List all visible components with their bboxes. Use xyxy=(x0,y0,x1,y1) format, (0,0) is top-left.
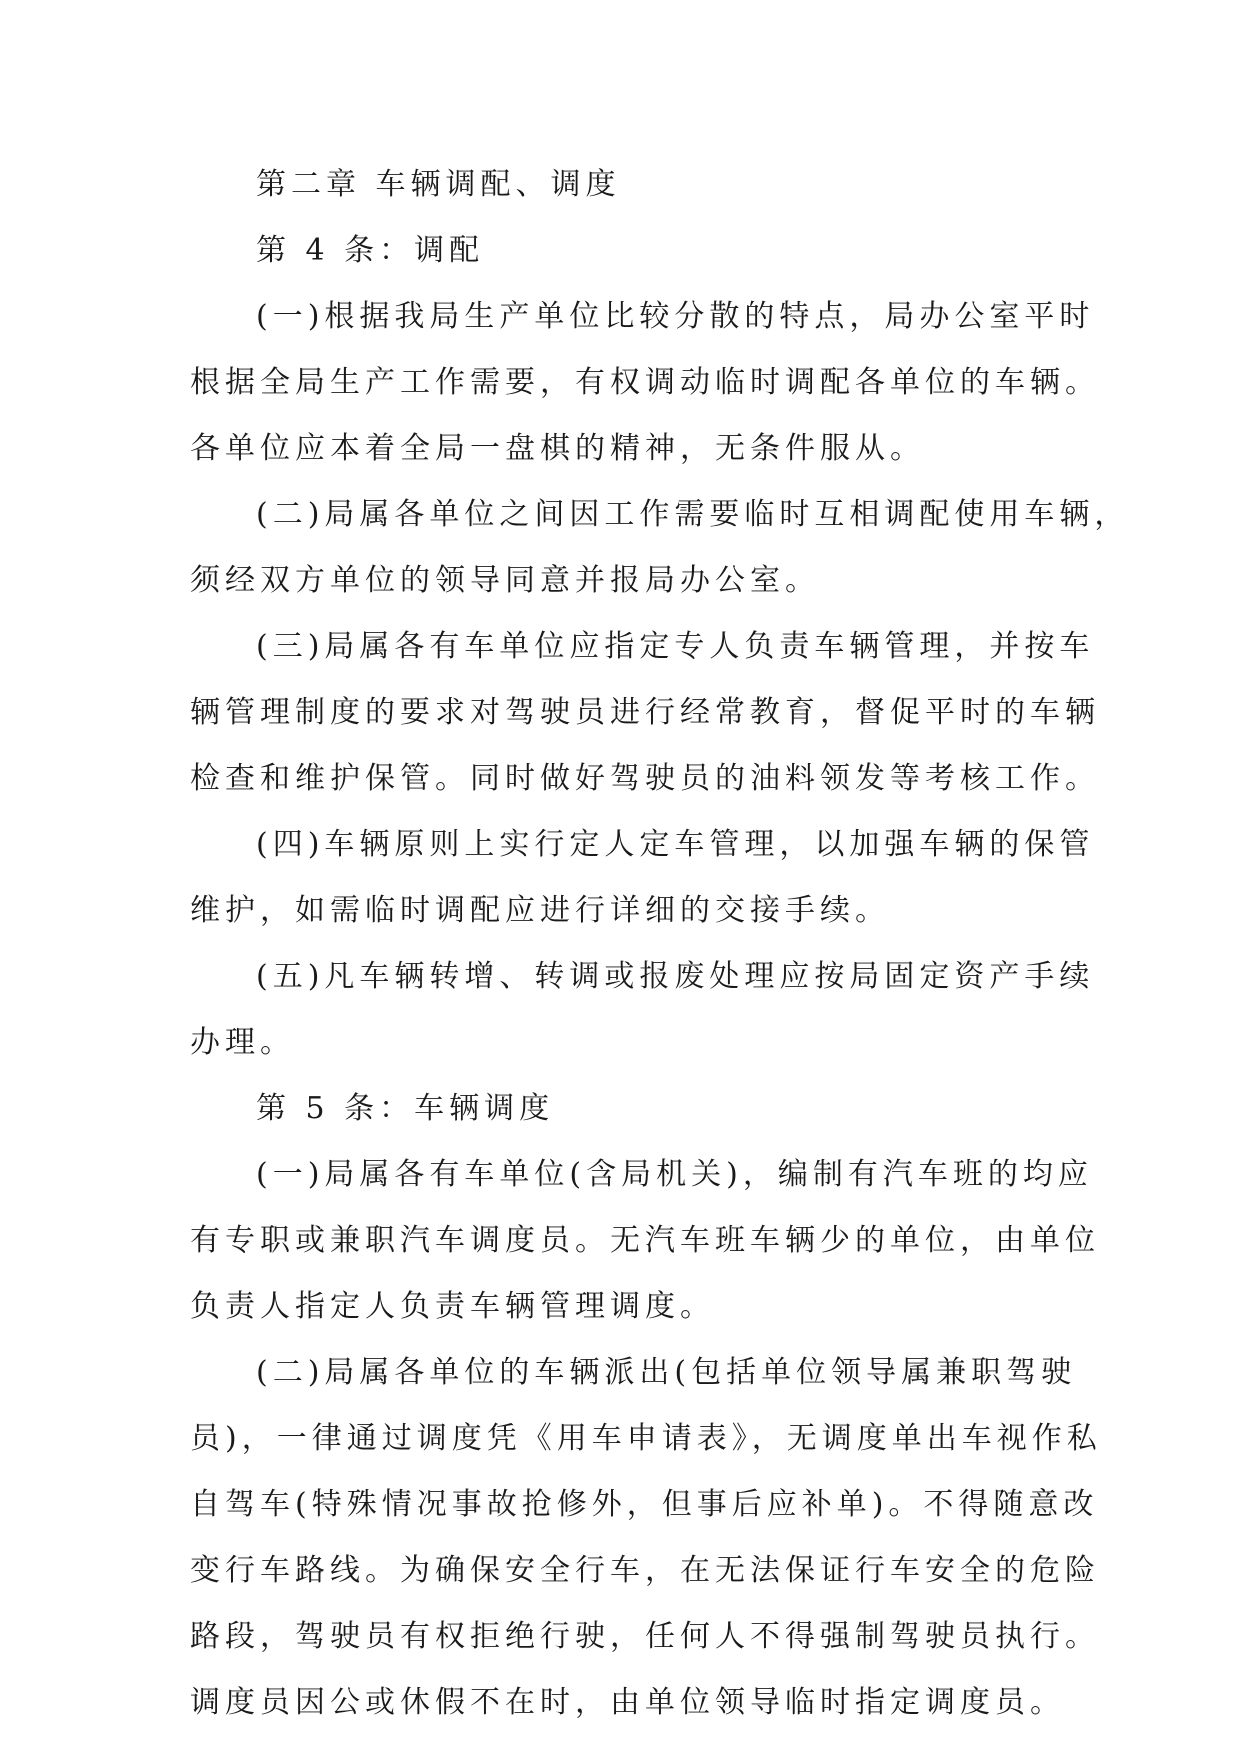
paragraph-line: (五)凡车辆转增、转调或报废处理应按局固定资产手续 xyxy=(256,959,1095,994)
paragraph-line: 维护，如需临时调配应进行详细的交接手续。 xyxy=(190,893,890,928)
paragraph-line: (四)车辆原则上实行定人定车管理，以加强车辆的保管 xyxy=(256,827,1095,862)
article-4-item-2 xyxy=(190,482,1130,614)
paragraph-line: (一)局属各有车单位(含局机关)，编制有汽车班的均应 xyxy=(256,1157,1093,1192)
article-4-item-4 xyxy=(190,812,1095,944)
article-5-item-1 xyxy=(190,1142,1100,1340)
article-5-heading: 第 5 条：车辆调度 xyxy=(256,1091,555,1126)
paragraph-line: (二)局属各单位之间因工作需要临时互相调配使用车辆， xyxy=(256,497,1130,532)
paragraph-line: 自驾车(特殊情况事故抢修外，但事后应补单)。不得随意改 xyxy=(190,1487,1099,1522)
paragraph-line: 路段，驾驶员有权拒绝行驶，任何人不得强制驾驶员执行。 xyxy=(190,1619,1100,1654)
paragraph-line: 变行车路线。为确保安全行车，在无法保证行车安全的危险 xyxy=(190,1553,1100,1588)
article-4-item-1 xyxy=(190,284,1100,482)
paragraph-line: (一)根据我局生产单位比较分散的特点，局办公室平时 xyxy=(256,299,1095,334)
paragraph-line: 检查和维护保管。同时做好驾驶员的油料领发等考核工作。 xyxy=(190,761,1100,796)
paragraph-line: (三)局属各有车单位应指定专人负责车辆管理，并按车 xyxy=(256,629,1095,664)
paragraph-line: 根据全局生产工作需要，有权调动临时调配各单位的车辆。 xyxy=(190,365,1100,400)
paragraph-line: 须经双方单位的领导同意并报局办公室。 xyxy=(190,563,820,598)
article-4-item-5 xyxy=(190,944,1095,1076)
document-body xyxy=(190,152,1130,1736)
paragraph-line: 各单位应本着全局一盘棋的精神，无条件服从。 xyxy=(190,431,925,466)
article-4-item-3 xyxy=(190,614,1100,812)
paragraph-line: 员)，一律通过调度凭《用车申请表》，无调度单出车视作私 xyxy=(190,1421,1102,1456)
paragraph-line: 负责人指定人负责车辆管理调度。 xyxy=(190,1289,715,1324)
paragraph-line: 有专职或兼职汽车调度员。无汽车班车辆少的单位，由单位 xyxy=(190,1223,1100,1258)
paragraph-line: (二)局属各单位的车辆派出(包括单位领导属兼职驾驶 xyxy=(256,1355,1077,1390)
article-5-item-2 xyxy=(190,1340,1102,1736)
chapter-heading: 第二章 车辆调配、调度 xyxy=(256,167,621,202)
paragraph-line: 调度员因公或休假不在时，由单位领导临时指定调度员。 xyxy=(190,1685,1065,1720)
article-4-heading: 第 4 条：调配 xyxy=(256,233,485,268)
paragraph-line: 办理。 xyxy=(190,1025,295,1060)
paragraph-line: 辆管理制度的要求对驾驶员进行经常教育，督促平时的车辆 xyxy=(190,695,1100,730)
